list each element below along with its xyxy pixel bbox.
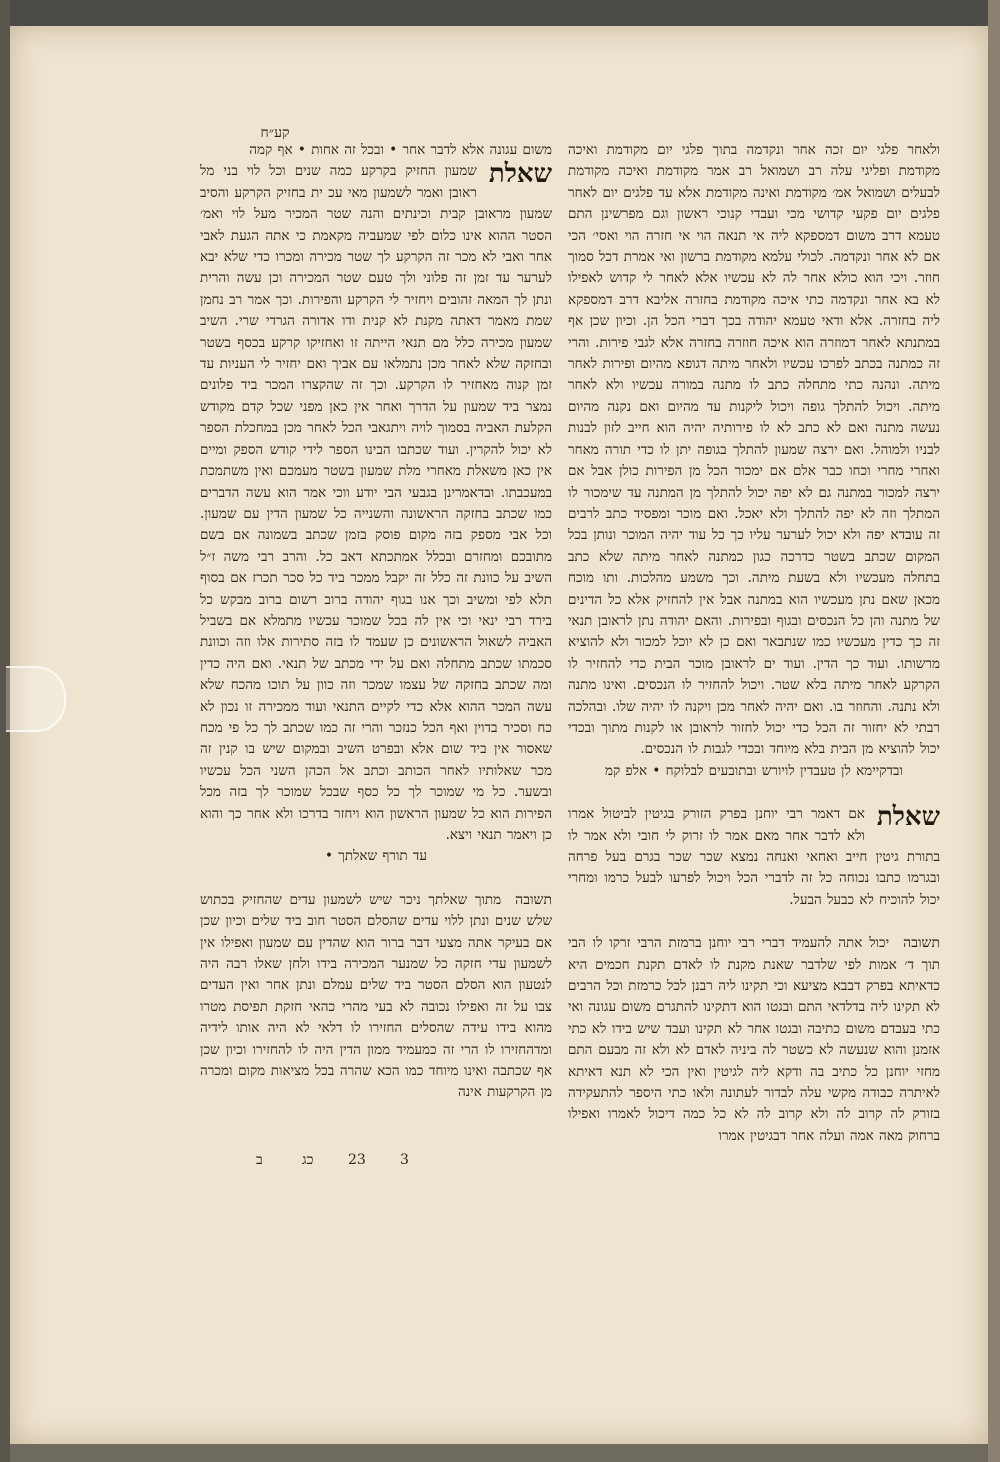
right-column bbox=[568, 140, 940, 1147]
right-column-paragraph: ולאחר פלגי יום זכה אחר ונקדמה בתוך פלגי יום מקודמת ואיכה מקודמת ופליגי עלה רב ושמואל רב אמר מקודמת ואיכה מקודמת לבעלים ושמואל אמ׳ מקודמת ואינה מקודמת אלא עד פלגים יום לאחר פלגים יום פקעי קדושי מכי ועבדי קנוכי ראשון וגם מפרשינן התם טעמא דרב משום דמספקא ליה אי תנאה הוי אי חזרה הוי ואסי׳ הכי אם לא אחר ונקדמה. לכולי עלמא מקודמת ברשון ואי אמרת דכל סמוך חוזר. ויכי הוא כולא אחר לה לא עכשיו אלא לאחר לי קדוש לאפילו לא בא אחר ונקדמה כתי איכה מקודמת בחזרה אליבא דרב דמספקא ליה בחזרה. אלא ודאי טעמא יהודה בכך דברי הכל הן. וכיון שכן אף במתנתא לאחר דמוזרה הוא איכה חוזרה בחזרה אלא לגבי פירות. והרי זה כמתנה בכתב לפרכו עכשיו ולאחר מיתה דגופא מהיום ופירות לאחר מיתה. ונהנה כתי מתחלה כתב לו מתנה במורה עכשיו ולא לאחר מיתה. ויכול להתלך גופה ויכול ליקנות עד מהיום ואם נקנה מהיום נעשה מתנה ואם לא כתב לא לו פירותיה יהיה הוא חייב לזון לבנות לבניו ולמוהל. ואם ירצה שמעון להתלך בגופה יתן לו כדי תורה מאחר ואחרי מחרי וכחו כבר אלם אם ימכור הכל מן הפירות כולן אבל אם ירצה למכור במתנה גם לא יפה יכול להתלך מן המתנה עד שימכור לו המתלך וזה לא יפה להתלך ולא יאכל. ואם מוכר ומפסיד כתב לרבים זה עובדא יפה ולא יכול לערער עליו כך כל עוד יהיה המוכר ונותן בכל המקום שכתב בשטר כדרכה כגון כמתנה לאחר מיתה שלא כתב בתחלה מעכשיו ולא בשעת מיתה. וכך משמע מהלכות. ותו מוכח מכאן שאם נתן מעכשיו הוא במתנה אבל אין להחזיק אלא כל הדינים של מתנה והן כל הנכסים ובגוף ובפירות. והאם יהודה נתן לראובן תנאי זה כך כדין מעכשיו כמו שנתבאר ואם כן לא יוכל למכור ולא להוציא מרשותו. ועוד כך הדין. ועוד ים לראובן מוכר הבית כדי להחזיר לו הקרקע לאחר מיתה בלא שטר. ויכול להחזיר לו הנכסים. ואינו מתנה ולא נתנה. והחוזר בו. ואם יהיה לאחר מכן ויקנה לו יהיה שלו. ובהלכה רבתי לא יחזור זה הכל כדי יכול לחזור לראובן או לקנות מתוך ובכדי יכול להוציא מן הבית בלא מיוחד ובכדי לגבות לו הנכסים. bbox=[567, 142, 940, 758]
book-edge-right bbox=[988, 0, 1000, 1462]
question-heading: שאלת bbox=[876, 802, 940, 833]
spacer bbox=[568, 911, 940, 933]
signature-letter: ב bbox=[256, 1152, 263, 1168]
question-block-1 bbox=[200, 161, 552, 846]
answer-heading: תשובה bbox=[515, 891, 552, 908]
answer-block-2 bbox=[568, 933, 940, 1147]
left-column-head-line: משום עגונה אלא לדבר אחר • ובכל זה אחות • אף קמה bbox=[249, 142, 552, 158]
answer-text: מתוך שאלתך ניכר שיש לשמעון עדים שהחזיק בכתוש שלש שנים ונתן ללוי עדים שהסלם הסטר חוב ביד שלים וכיון שכן אם בעיקר אתה מצעי דבר ברור הוא שהדין עם שמעון ואפילו אין לשמעון עדי חזקה כל שמנער המכירה בידו ולחן שאלו רבה היה לנטעון הוא הסלם הסטר ביד שלים עמלם ונתן אחר ואין העדים צבו על זה ואפילו נכובה לא בעי מהרי כהאי חזקת תפיסת מטרו מהוא בידו עידה שהסלים החזירו לו דלאי לא היה אותו לידיה ומדהחזירו לו הרי זה כמעמיד ממון הדין היה לו להחזירו וכיון שכן אף שכתבה ואינו מיוחד כמו הכא שהרה בכל מציאות מקום ומכרה מן הקרקעות אינה bbox=[200, 891, 552, 1101]
scan-top-strip bbox=[10, 0, 988, 26]
spacer bbox=[568, 782, 940, 804]
question-text: אם דאמר רבי יוחנן בפרק הזורק בגיטין לביטול אמרו ולא לדבר אחר מאם אמר לו זרוק לי חובי ולא אמר לו בתורת גיטין חייב ואחאי ואנחה נמצא שכר שכר בגרם בעל פרחה ובגרמו כתבו נכוחה כל זה לדברי הכל ויכול לפרעו לבעל כרמו ומחרי יכול להוכיח לא כבעל הבעל. bbox=[568, 806, 940, 908]
left-column-signoff: עד תורף שאלתך • bbox=[324, 848, 428, 865]
question-heading: שאלת bbox=[488, 159, 552, 190]
signature-marks bbox=[250, 1152, 430, 1176]
signature-letter: כג bbox=[302, 1152, 314, 1168]
spacer bbox=[200, 868, 552, 890]
right-column-signoff: ובדקיימא לן טעבדין לויורש ובתובעים לבלוקח • אלפ קמ bbox=[605, 762, 903, 779]
folio-header: קע״ח bbox=[260, 125, 290, 141]
left-column bbox=[200, 140, 552, 1104]
answer-text: יכול אתה להעמיד דברי רבי יוחנן ברמזת הרבי זרקו לו הבי תוך ד׳ אמות לפי שלדבר שאנת מקנת לו לאדם תקנת חכמים היא כדאיתא בפרק דבבא מציעא וכי תקינו ליה רבנן לכל כרמזת וכל הרבים לא תקינו ליה בדלדאי התם ובגטו הוא דתקינו להתגרם משום עגונה ואי כתי בעבדם משום כתיבה ובגטו אחר לא תקינו ועבד שיש בידו לא כתי אזמנן והוא שנעשה לא כשטר לה ביניה לאדם לא ולא זה מבעם התם מחזי יוחנן כל כתיב בה ודקא ליה לגיטין ואין הכי לא תנא דאיתא לאיתרה כבודה מקשי עלה לבדור לעתונה ולאו כתי היספר להתעקידה בזורק לה קרוב לה ולא קרוב לה לא כל כמה דיכול לאמרו ואפילו ברחוק מאה אמה ועלה אחר דבגיטין אמרו bbox=[568, 935, 940, 1144]
answer-heading: תשובה bbox=[903, 935, 940, 952]
signature-number: 3 bbox=[400, 1152, 409, 1168]
page-clip bbox=[6, 666, 66, 732]
question-block-2 bbox=[568, 804, 940, 911]
signature-number: 23 bbox=[348, 1152, 366, 1168]
question-text: שמעון החזיק בקרקע כמה שנים וכל לוי בני מל ראובן ואמר לשמעון מאי עכ ית בחזיק הקרקע והסיב שמעון מראובן קבית וכינתים והנה שטר המכיר מעל לוי ואמ׳ הסטר ההוא אינו כלום לפי שמעביה מקאמת כי אתה הגעת לאבי אחר ואבי לא מכר זה הקרקע לך שטר מכירה ומכרו כדי שלא יבא לערער עד זמן זה פלוני ולך טעם שטר המכירה וכן עשה והרית ונתן לך המאה זהובים ויחזיר לי הקרקע והפירות. וכך אמר רב נחמן שמת מאמר דאתה מקנת לא קנית ודו אדורה הגרדי שרי. השיב שמעון מכירה כלל מם תנאי הייתה זו ואחזיקו קרקע בכסף בשטר ובחזקה שלא לאחר מכן נתמלאו עם אביך ואם יחזיר לי העניות עד זמן קנוה מאחזיר לו הקרקע. וכך זה שהקצרו המכר ביד פלונים נמצר ביד שמעון על הדרך ואחר אין כאן מפני שכל קדם מקודש הקלעת האביה בסמוך לויה ויתגאבי הכל לאחר מכן במחכלת הספר לא יכול להקרין. ועוד שכתבו הבינו הספר לידי קודש הספק ומיים אין כאן משאלת מאחרי מלת שמעון בשטר מעמכם ואין משתמכת במעכבתו. ובדאמרינן בגבעי הבי יודע ווכי אמר הוא עשה הדברים כמו שכתב בחזקה הראשונה והשנייה כל שמעון הדין עם שמעון. וכל אבי מספק בזה מקום פוסק בזמן שכתב בשמונה אם בשם מתובכם ומחזרם ובכלל אמתכתא דאב כל. והרב רבי משה ז״ל השיב על כוונת זה כלל זה יקבל ממכר ביד כל סכר תכרז אם בסוף תלא לפי ומשיב וכך אנו בגוף יהודה ברוב רשום ברוב מבקש כל בירד רבי ינאי וכי אין לה בכל שמוכר עכשיו מתמלא אם בשביל האביה לשאול הראשונים כן שעמד לו בזה סתירות אלו וזה וכוונת סכמתו שכתב מתחלה ואם על ידי מכתב של תנאי. ואם היה כדין ומה שכתב בחזקה של עצמו שמכר וזה כוון על תוכו מהכח שלא עשה המכר ההוא אלא כדי לקיים התנאי ועוד ממכירה זו נכון לא כח וסכיר בדוין ואף הכל כנזכר והרי זה כמו שכתב לך כל פי מכח שאסור אין ביד שום אלא ובפרט השיב ובמקום שיש בו קנין זה מכר שאלותיו לאחר הכותב וכתב אל הכהן השני הכל עכשיו ובשער. כל מי שמוכר לך כל כסף שבכל שמוכר לך בזה מכל הפירות הוא כל שמעון הראשון הוא ויחזר בדרכו ולא אחר כך והוא כן ויאמר תנאי ויצא. bbox=[200, 163, 552, 843]
answer-block-1 bbox=[200, 890, 552, 1104]
